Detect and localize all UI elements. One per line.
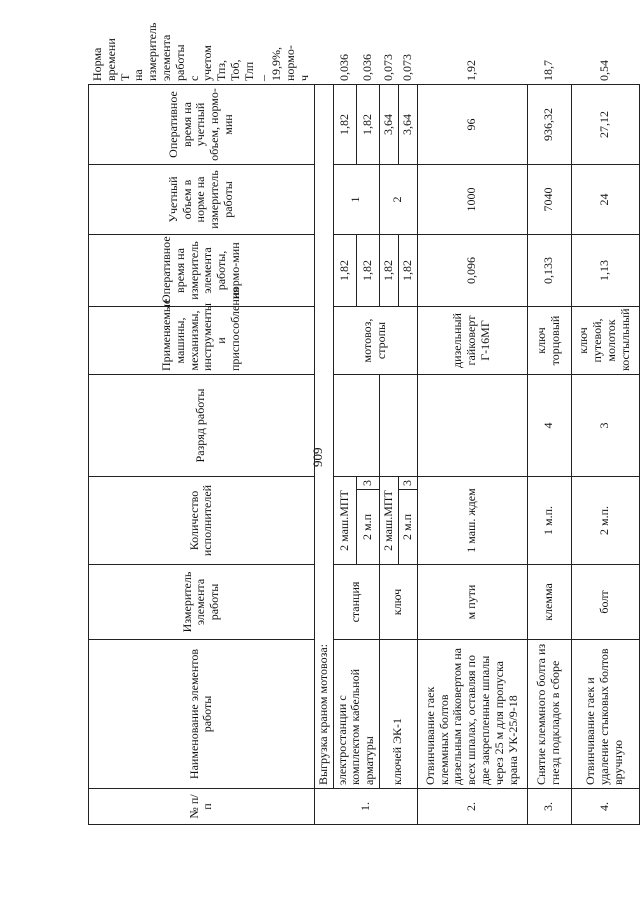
header-volume: Учетный объем в норме на измеритель работы <box>89 165 315 235</box>
header-name: Наименование элементов работы <box>89 640 315 789</box>
row-1b-op-time-2: 1,82 <box>398 235 417 307</box>
row-2-grade <box>417 375 527 477</box>
row-1b-op-total-2: 3,64 <box>398 85 417 165</box>
row-3-volume: 7040 <box>527 165 571 235</box>
row-1b-workers-2: 2 м.п <box>398 490 417 565</box>
row-1-machines: мотовоз, стропы <box>333 307 417 375</box>
header-op-time: Оперативное время на измеритель элемента работы, нормо-мин <box>89 235 315 307</box>
row-4-op-time: 1,13 <box>571 235 639 307</box>
row-3-op-time: 0,133 <box>527 235 571 307</box>
row-1a-op-total-1: 1,82 <box>333 85 356 165</box>
page-number: 909 <box>310 447 325 467</box>
row-1a: электростанции с комплектом кабельной арматуры станция 2 маш.МПТ мотовоз, стропы 1,82 1 1,82 0,036 <box>333 85 356 825</box>
row-4-meter: болт <box>571 565 639 640</box>
row-3-num: 3. <box>527 789 571 825</box>
header-op-time-total: Оперативное время на учетный объем, нормо-мин <box>89 85 315 165</box>
header-workers: Количество исполнителей <box>89 477 315 565</box>
row-3-workers: 1 м.п. <box>527 477 571 565</box>
row-1a-workers-1: 2 маш.МПТ <box>333 477 356 565</box>
row-1a-grade <box>333 375 379 477</box>
row-1b-volume: 2 <box>379 165 417 235</box>
row-1b-op-total-1: 3,64 <box>379 85 398 165</box>
rotated-table-container <box>88 22 632 825</box>
row-2-machines: дизельный гайковерт Г-16МГ <box>417 307 527 375</box>
row-1a-grade-2: 3 <box>356 477 379 490</box>
header-num: № п/ п <box>89 789 315 825</box>
row-1b-name: ключей ЭК-1 <box>379 640 417 789</box>
header-grade: Разряд работы <box>89 375 315 477</box>
row-1b-op-time-1: 1,82 <box>379 235 398 307</box>
row-1a-name: электростанции с комплектом кабельной арматуры <box>333 640 379 789</box>
row-1b-grade <box>379 375 417 477</box>
row-4-name: Отвинчивание гаек и удаление стыковых болтов вручную <box>571 640 639 789</box>
row-4-workers: 2 м.п. <box>571 477 639 565</box>
row-3-op-total: 936,32 <box>527 85 571 165</box>
row-1a-workers-2: 2 м.п <box>356 490 379 565</box>
row-1b-2: 2 м.п 3 1,82 3,64 0,073 <box>398 85 417 825</box>
row-3: 3. Снятие клеммного болта из гнезд подкладок в сборе клемма 1 м.п. 4 ключ торцовый 0,133 7040 936,32 18,7 <box>527 85 571 825</box>
row-3-machines: ключ торцовый <box>527 307 571 375</box>
row-1a-meter: станция <box>333 565 379 640</box>
row-3-meter: клемма <box>527 565 571 640</box>
row-1b: ключей ЭК-1 ключ 2 маш.МПТ 1,82 2 3,64 0,073 <box>379 85 398 825</box>
row-1b-workers-1: 2 маш.МПТ <box>379 477 398 565</box>
row-4-machines: ключ путевой, молоток костыльный <box>571 307 639 375</box>
row-1b-meter: ключ <box>379 565 417 640</box>
row-1a-op-time-2: 1,82 <box>356 235 379 307</box>
header-meter: Измеритель элемента работы <box>89 565 315 640</box>
row-1-num: 1. <box>314 789 417 825</box>
row-1a-op-total-2: 1,82 <box>356 85 379 165</box>
row-2-op-time: 0,096 <box>417 235 527 307</box>
row-1b-grade-2: 3 <box>398 477 417 490</box>
row-2: 2. Отвинчивание гаек клеммных болтов дизельным гайковертом на всех шпалах, оставляя по две закрепленные шпалы через 25 м для пропуска крана УК-25/9-18 м пути 1 маш. ждем дизельный гайковерт Г-16МГ 0,096 1000 96 1,92 <box>417 85 527 825</box>
section-title: Выгрузка краном мотовоза: <box>314 85 333 789</box>
work-norms-table <box>88 22 640 825</box>
row-4-grade: 3 <box>571 375 639 477</box>
row-4-op-total: 27,12 <box>571 85 639 165</box>
row-4-num: 4. <box>571 789 639 825</box>
row-3-grade: 4 <box>527 375 571 477</box>
row-2-num: 2. <box>417 789 527 825</box>
row-2-op-total: 96 <box>417 85 527 165</box>
row-1a-op-time-1: 1,82 <box>333 235 356 307</box>
row-2-meter: м пути <box>417 565 527 640</box>
row-4: 4. Отвинчивание гаек и удаление стыковых болтов вручную болт 2 м.п. 3 ключ путевой, молоток костыльный 1,13 24 27,12 0,54 <box>571 85 639 825</box>
header-row: № п/ п Наименование элементов работы Измеритель элемента работы Количество исполнителей Разряд работы Применяемые машины, механизмы, инструменты и приспособления Оперативное время на измеритель элемента работы, нормо-мин Учетный объем в норме на измеритель работы Оперативное время на учетный объем, нормо-мин Норма времени Т на измеритель элемента работы с учетом Тпз, Тоб, Тлп – 19,9%, нормо-ч <box>89 85 315 825</box>
row-4-volume: 24 <box>571 165 639 235</box>
row-1a-2: 2 м.п 3 1,82 1,82 0,036 <box>356 85 379 825</box>
row-2-workers: 1 маш. ждем <box>417 477 527 565</box>
row-2-volume: 1000 <box>417 165 527 235</box>
row-3-name: Снятие клеммного болта из гнезд подкладок в сборе <box>527 640 571 789</box>
row-2-name: Отвинчивание гаек клеммных болтов дизельным гайковертом на всех шпалах, оставляя по две закрепленные шпалы через 25 м для пропуска крана УК-25/9-18 <box>417 640 527 789</box>
row-1a-volume: 1 <box>333 165 379 235</box>
header-machines: Применяемые машины, механизмы, инструменты и приспособления <box>89 307 315 375</box>
section-row <box>314 85 333 825</box>
